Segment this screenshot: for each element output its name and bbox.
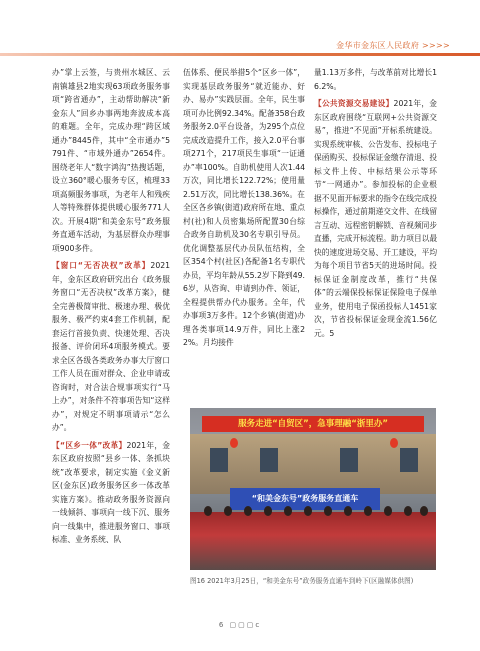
- photo-person: [224, 506, 232, 516]
- header-rule: [0, 53, 480, 56]
- photo-person: [364, 506, 372, 516]
- photo-sign: “和美金东号”政务服务直通车: [230, 488, 380, 510]
- photo-person: [204, 506, 212, 516]
- event-photo: [190, 408, 436, 570]
- photo-person: [284, 506, 292, 516]
- paragraph-text: 2021年，金东区政府围绕“互联网+公共资源交易”，推进“不见面”开标系统建设。实现系统审核、公告发布、投标电子保函购买、投标保证金缴存清退、投标文件上传、中标结果公示等环节“一网通办”。参加投标的企业根据不见面开标要求的指令在线完成投标操作，通过前期递交文件、在线留言互动、远程密钥解锁、音视频同步直播，完成开标流程。助力项目以最快的速度进场交易、开工建设，平均为每个项目节省5天的进场时间。投标保证金制度改革，推行“共保体”的云端保投标保证保险电子保单业务，使用电子保函投标人1451家次，节省投标保证金现金流1.56亿元。5: [314, 99, 438, 338]
- photo-banner: 服务走进“自贸区”，急事理融“浙里办”: [202, 416, 424, 432]
- section-heading: 【“区乡一体”改革】: [52, 440, 127, 450]
- paragraph: [52, 439, 170, 547]
- photo-person: [384, 506, 392, 516]
- running-header: 金华市金东区人民政府 >>>>: [336, 41, 450, 50]
- text-column-3: [314, 66, 437, 340]
- photo-window: [400, 448, 418, 472]
- photo-person: [264, 506, 272, 516]
- paragraph-text: 2021年，金东区政府按照“县乡一体、条抓块统”改革要求，制定实施《金义新区(金东区)政务服务区乡一体改革实施方案》。推动政务服务资源向一线倾斜、事项向一线下沉、服务向一线集中，推进服务窗口、事项标准、业务系统、队: [52, 440, 170, 544]
- photo-window: [210, 448, 228, 472]
- figure-caption: 图16 2021年3月25日，“和美金东号”政务服务直通车到岭下(区融媒体供图): [190, 577, 414, 585]
- text-column-2: [183, 66, 305, 350]
- paragraph: [314, 97, 437, 340]
- photo-person: [244, 506, 252, 516]
- section-heading: 【窗口“无否决权”改革】: [52, 261, 151, 270]
- paragraph: [52, 259, 170, 435]
- lantern-icon: [230, 438, 238, 448]
- paragraph: 伍体系、便民举措5个“区乡一体”，实现基层政务服务“就近能办、好办、易办”实践层面。全年，民生事项可办比例92.34%。配备358台政务服务2.0平台设备，为295个点位完成改造提升工作，接入2.0平台事项271个，217项民生事项“一证通办”率100%。自助机使用人次1.44万次，同比增长122.72%；使用量2.51万次，同比增长138.36%。在全区各乡镇(街道)政府所在地、重点村(社)和人员密集场所配置30台综合政务自助机及30名专职引导员。优化调整基层代办员队伍结构，全区354个村(社区)各配备1名专职代办员，平均年龄从55.2岁下降到49.6岁，从咨询、申请到办件、领证，全程提供帮办代办服务。全年，代办事项3万多件。12个乡镇(街道)办理各类事项14.9万件，同比上涨22%。月均接件: [183, 68, 305, 347]
- text-column-1: [52, 66, 170, 547]
- paragraph-text: 2021年，金东区政府研究出台《政务服务窗口“无否决权”改革方案》，健全完善极简审批、极速办理、极优服务、极严约束4套工作机制，配套运行首接负责、快速处理、否决报备、评价闭环4项服务模式。要求全区各级各类政务办事大厅窗口工作人员在面对群众、企业申请或咨询时，对合法合规事项实行“马上办”，对条件不符事项告知“这样办”，对规定不明事项请示“怎么办”。: [52, 261, 170, 432]
- paragraph: 量1.13万多件，与改革前对比增长16.2%。: [314, 68, 437, 91]
- photo-person: [324, 506, 332, 516]
- photo-person: [420, 506, 428, 516]
- page-footer: 6 ▢▢▢c: [218, 621, 262, 629]
- photo-crowd: [190, 512, 436, 570]
- photo-window: [340, 448, 358, 472]
- photo-person: [304, 506, 312, 516]
- photo-person: [344, 506, 352, 516]
- lantern-icon: [390, 438, 398, 448]
- photo-person: [404, 506, 412, 516]
- photo-window: [260, 448, 278, 472]
- section-heading: 【公共资源交易建设】: [314, 99, 394, 108]
- paragraph: 办”掌上云签，与贵州水城区、云南镇雄县2地实现63项政务服务事项“跨省通办”，主动帮助解决“新金东人”回乡办事两地奔波成本高的难题。全年，完成办理“跨区域通办”8445件，其中“全市通办”5791件、“市域外通办”2654件。围绕老年人“数字鸿沟”热搜话题，设立360°暖心服务专区，梳理33项高频服务事项，为老年人和残疾人等特殊群体提供暖心服务771人次。开展4期“和美金东号”政务服务直通车活动，为基层群众办理事项900多件。: [52, 68, 170, 253]
